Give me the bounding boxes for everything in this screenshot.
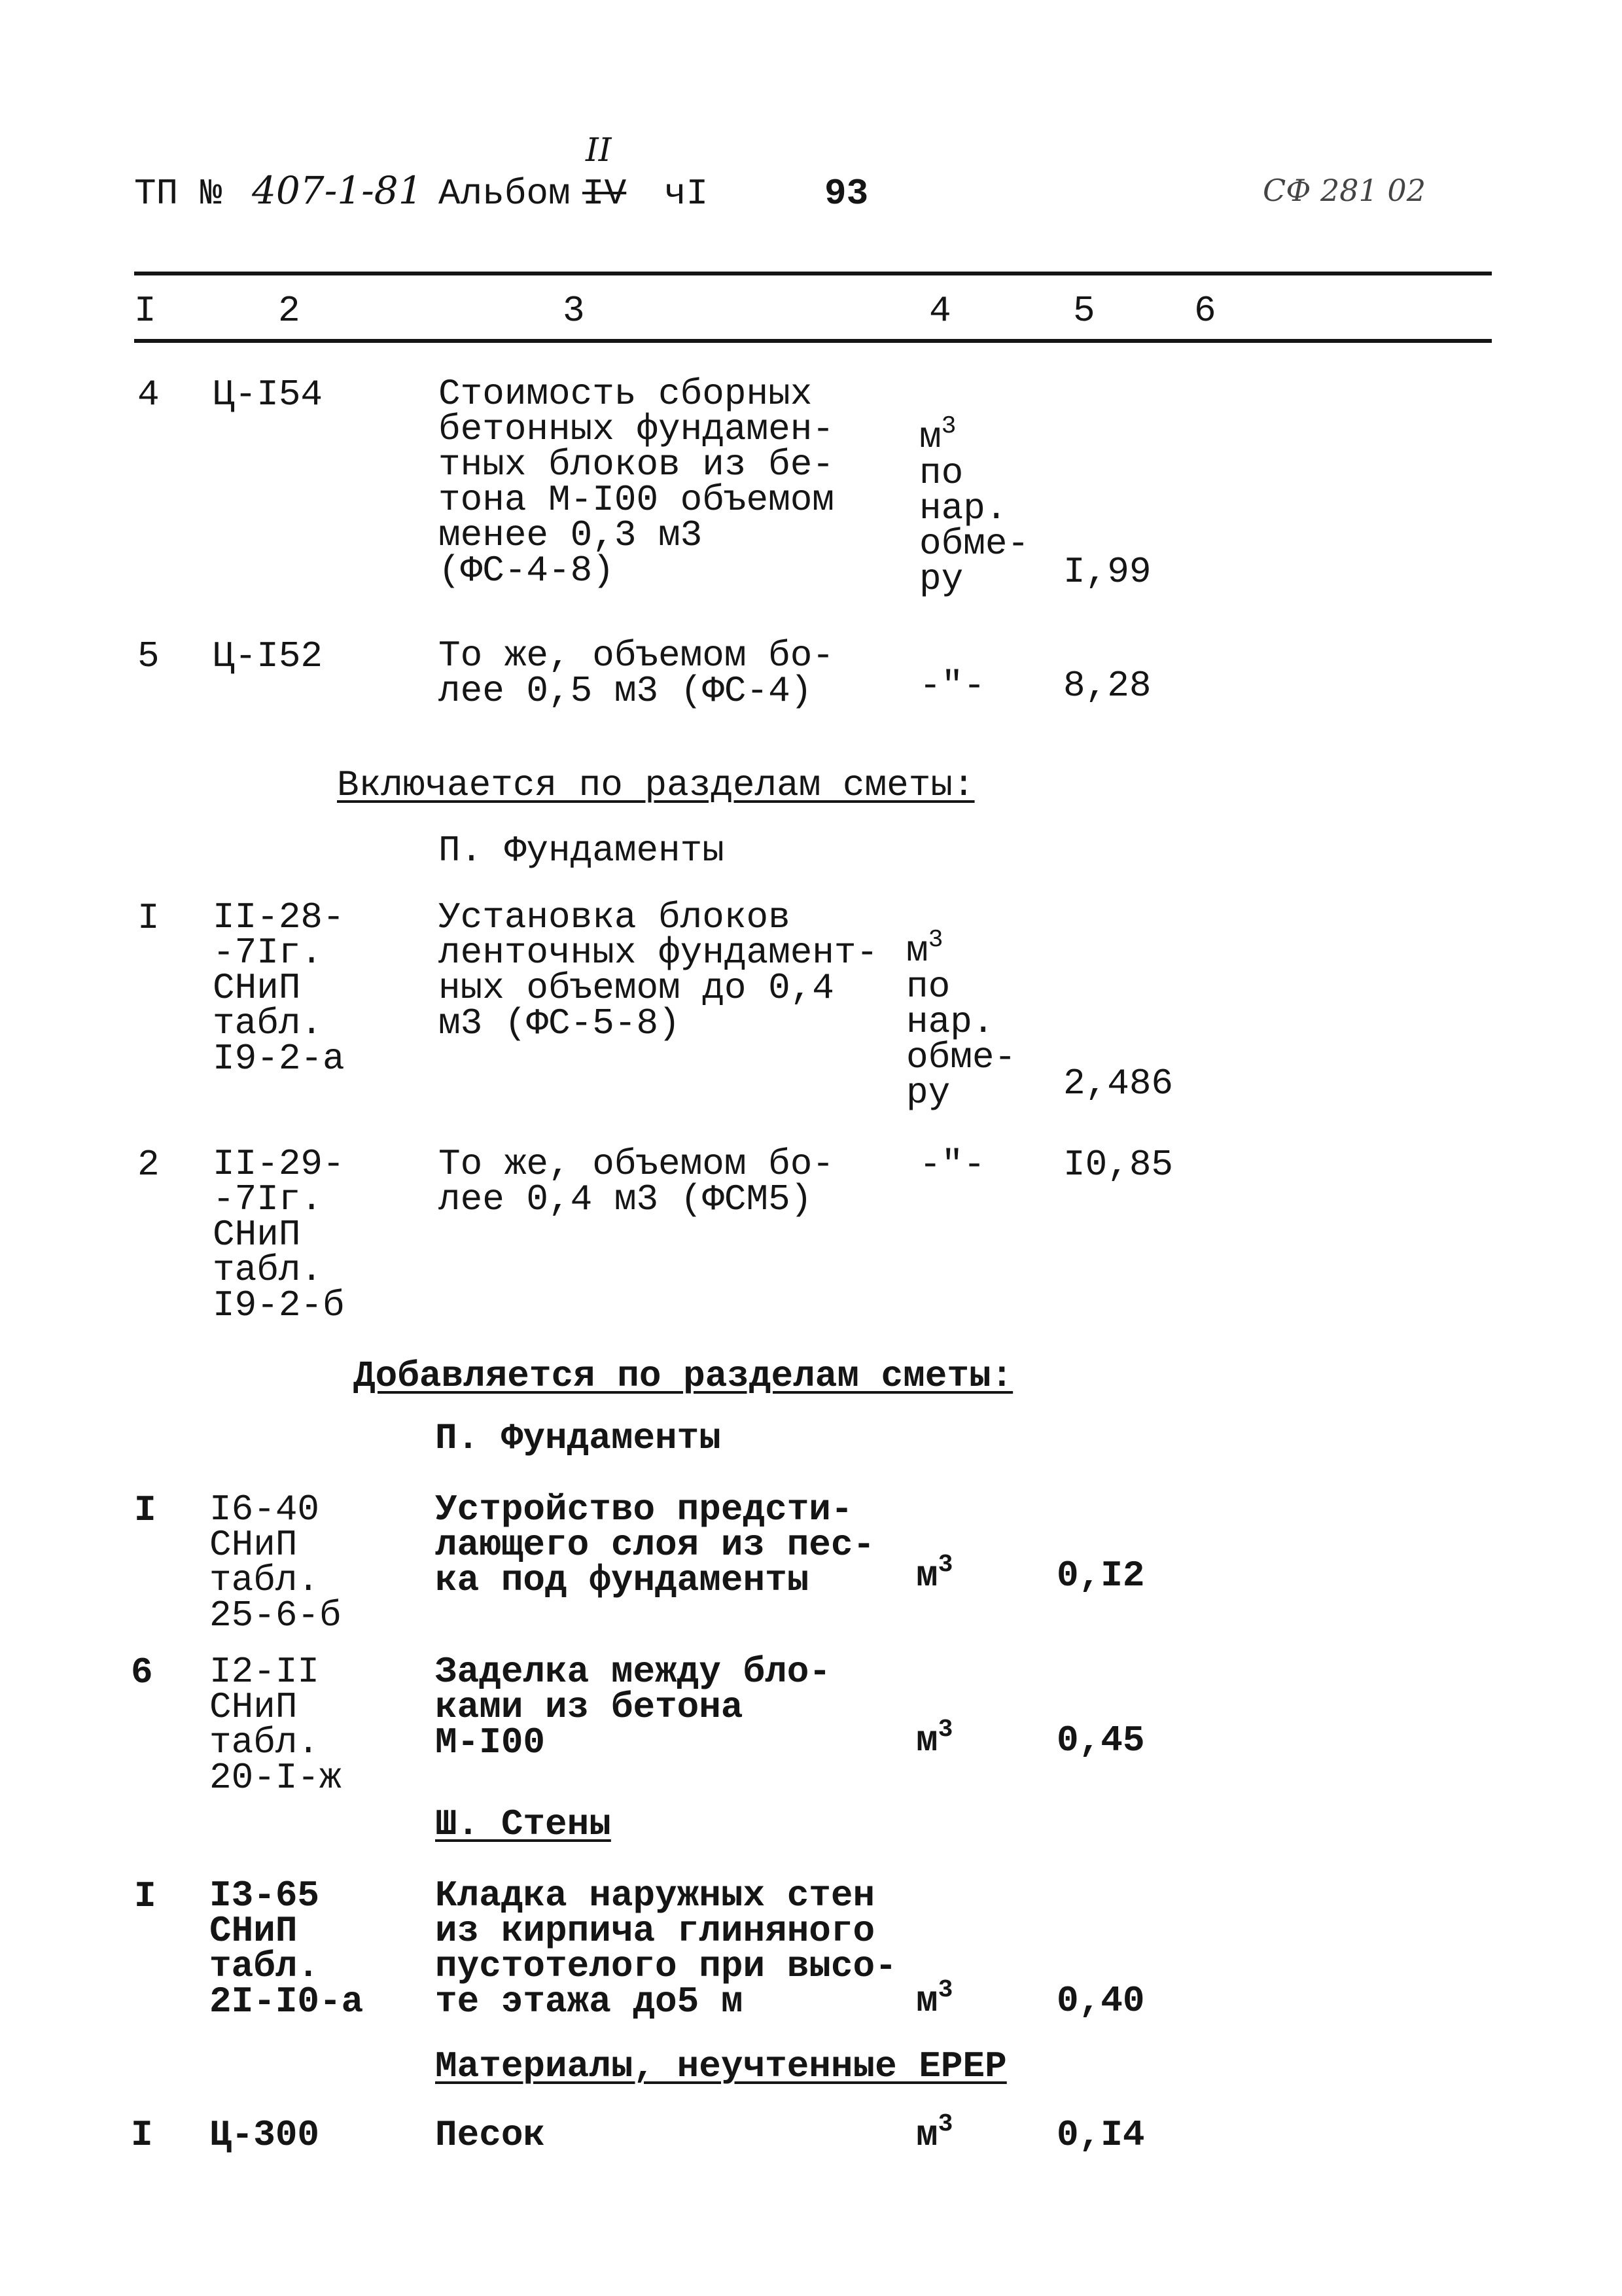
column-header-5: 5 <box>1073 290 1095 332</box>
row-code: I6-40 СНиП табл. 25-6-б <box>209 1489 342 1636</box>
section-added-subtitle-foundations: П. Фундаменты <box>435 1417 721 1459</box>
row-description: Установка блоков ленточных фундамент- ных объемом до 0,4 м3 (ФС-5-8) <box>438 896 879 1044</box>
tp-label: ТП № <box>134 173 222 215</box>
row-quantity: I0,85 <box>1063 1144 1174 1186</box>
row-number: I <box>134 1875 156 1917</box>
row-quantity: 0,I4 <box>1057 2114 1145 2156</box>
row-number: I <box>134 1489 156 1531</box>
row-code: Ц-I52 <box>213 635 323 677</box>
column-header-2: 2 <box>278 290 300 332</box>
row-description: Песок <box>435 2114 546 2156</box>
row-description: Заделка между бло- ками из бетона М-I00 <box>435 1651 831 1763</box>
row-code: Ц-300 <box>209 2114 320 2156</box>
row-description: Стоимость сборных бетонных фундамен- тных блоков из бе- тона М-I00 объемом менее 0,3 м3 (ФС-4-8) <box>438 373 834 592</box>
row-unit: $м^3$ <box>916 1976 953 2022</box>
page-number: 93 <box>824 173 869 215</box>
row-unit: -"- <box>919 665 985 707</box>
album-old-number: IV <box>582 173 627 215</box>
row-number: I <box>131 2114 153 2156</box>
row-description: Кладка наружных стен из кирпича глиняного пустотелого при высо- те этажа до5 м <box>435 1875 897 2022</box>
table-header-rule <box>134 339 1492 343</box>
row-quantity: 0,I2 <box>1057 1555 1145 1597</box>
row-unit: $м^3$ <box>916 2110 953 2156</box>
column-header-3: 3 <box>563 290 585 332</box>
row-number: 4 <box>137 374 160 415</box>
table-top-rule <box>134 272 1492 275</box>
section-added-subtitle-materials: Материалы, неучтенные ЕРЕР <box>435 2045 1007 2087</box>
row-unit: $м^3$ <box>919 412 957 458</box>
section-added-subtitle-walls: Ш. Стены <box>435 1803 611 1845</box>
row-description: То же, объемом бо- лее 0,5 м3 (ФС-4) <box>438 635 834 712</box>
row-number: I <box>137 897 160 939</box>
section-included-title: Включается по разделам сметы: <box>337 764 975 806</box>
row-quantity: 2,486 <box>1063 1063 1174 1104</box>
row-unit: -"- <box>919 1144 985 1186</box>
row-number: 6 <box>131 1651 153 1693</box>
row-code: I2-II СНиП табл. 20-I-ж <box>209 1651 342 1799</box>
row-unit: $м^3$ <box>916 1716 953 1761</box>
section-included-subtitle: П. Фундаменты <box>438 830 724 872</box>
row-code: I3-65 СНиП табл. 2I-I0-а <box>209 1875 364 2022</box>
row-number: 5 <box>137 635 160 677</box>
section-added-title: Добавляется по разделам сметы: <box>353 1355 1014 1397</box>
row-code: II-29- -7Iг. СНиП табл. I9-2-б <box>213 1143 345 1326</box>
row-unit-note: по нар. обме- ру <box>919 452 1030 600</box>
row-quantity: 0,45 <box>1057 1720 1145 1761</box>
stamp-code: СФ 281 02 <box>1263 173 1426 208</box>
row-unit-note: по нар. обме- ру <box>906 966 1017 1114</box>
row-unit: $м^3$ <box>906 926 943 972</box>
column-header-4: 4 <box>929 290 951 332</box>
album-new-number: II <box>586 131 612 169</box>
row-code: II-28- -7Iг. СНиП табл. I9-2-а <box>213 896 345 1080</box>
row-quantity: 0,40 <box>1057 1980 1145 2022</box>
column-header-1: I <box>134 290 156 332</box>
row-number: 2 <box>137 1144 160 1186</box>
row-quantity: 8,28 <box>1063 665 1152 707</box>
row-unit: $м^3$ <box>916 1551 953 1597</box>
part-label: чI <box>664 173 709 215</box>
album-label: Альбом <box>438 173 571 215</box>
row-code: Ц-I54 <box>213 374 323 415</box>
row-description: Устройство предсти- лающего слоя из пес- ка под фундаменты <box>435 1489 875 1601</box>
tp-number: 407-1-81 <box>252 168 423 213</box>
row-description: То же, объемом бо- лее 0,4 м3 (ФСМ5) <box>438 1143 834 1220</box>
column-header-6: 6 <box>1194 290 1216 332</box>
row-quantity: I,99 <box>1063 551 1152 593</box>
